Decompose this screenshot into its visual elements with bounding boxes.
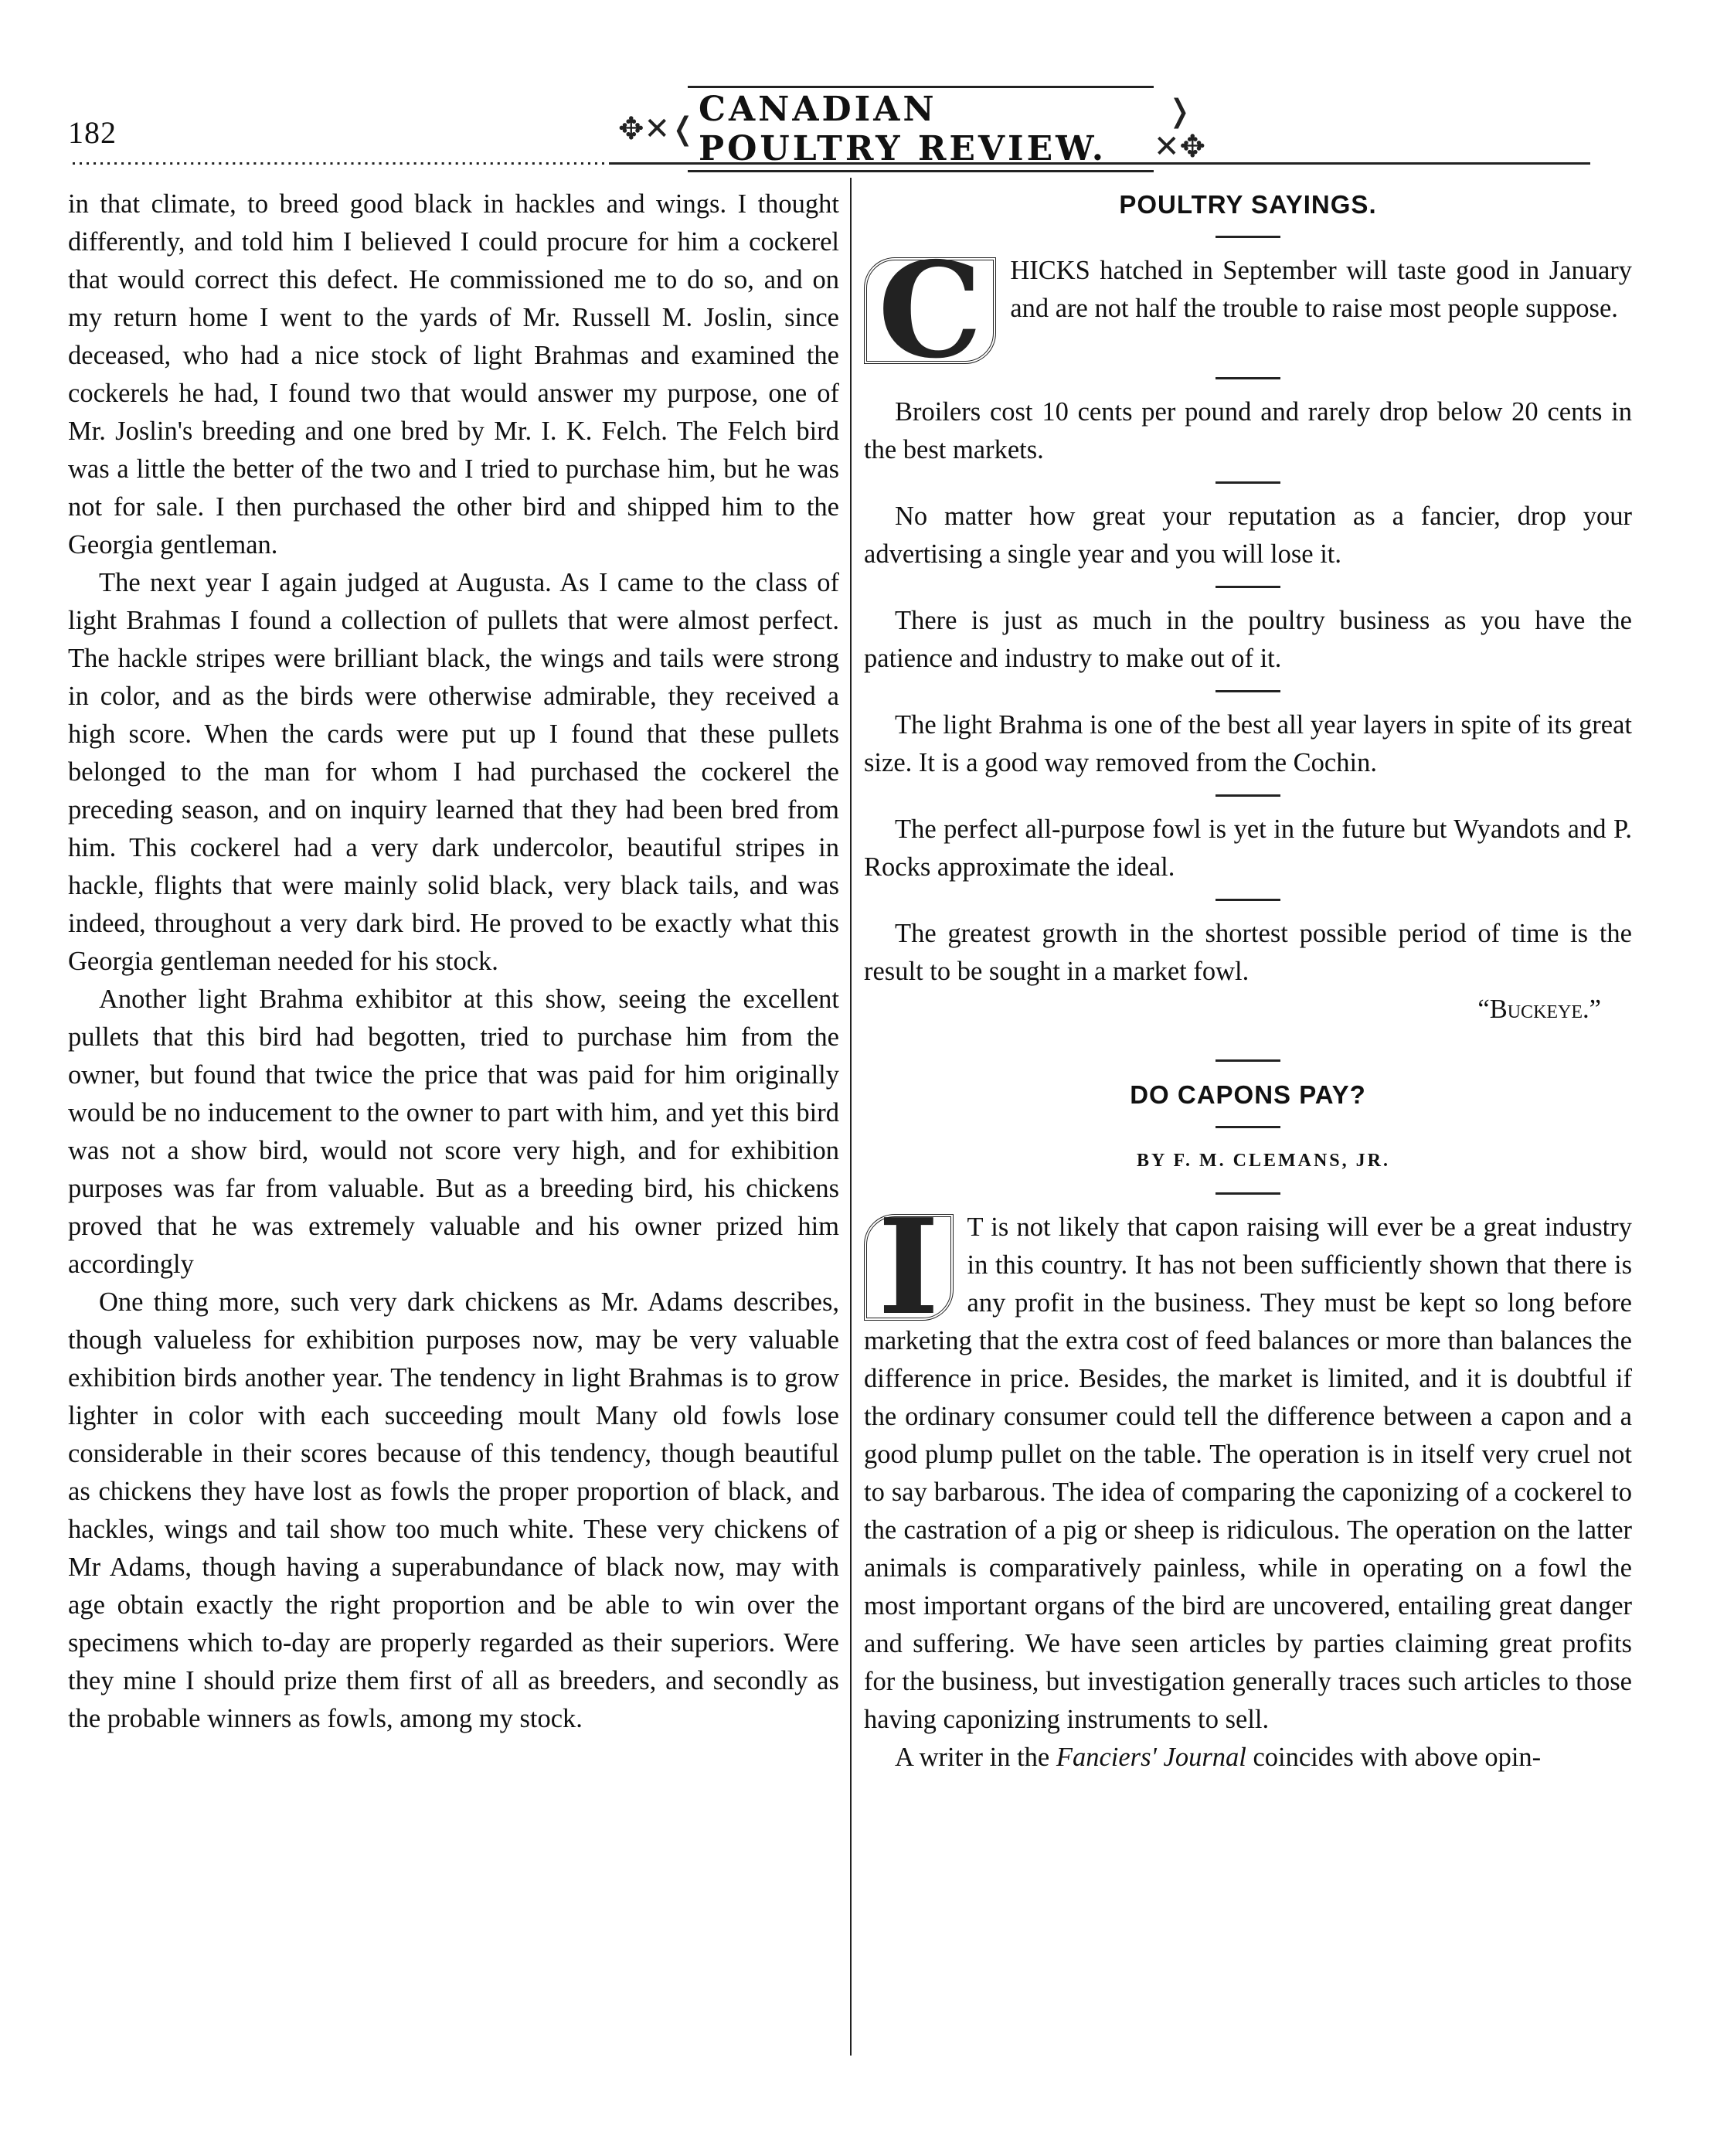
section-rule	[1216, 236, 1280, 238]
dropcap-c: C	[864, 257, 996, 365]
column-divider	[850, 178, 852, 2056]
capons-paragraph-1-text: T is not likely that capon raising will ever be a great industry in this country. It has not been sufficiently shown that there is any profit in the business. They must be kept so long before marketing that the extra cost of feed balances or more than balances the difference in price. Besides, the market is limited, and it is doubtful if the ordinary consumer could tell the difference between a capon and a good plump pullet on the table. The operation is in itself very cruel not to say barbarous. The idea of comparing the caponizing of a cockerel to the castration of a pig or sheep is ridiculous. The operation on the latter animals is comparatively painless, while in operating on a fowl the most important organs of the bird are uncovered, entailing great danger and suffering. We have seen articles by parties claiming great profits for the business, but investigation generally traces such articles to those having caponizing instruments to sell.	[864, 1212, 1632, 1734]
saying-3: No matter how great your reputation as a fancier, drop your advertising a single year and you will lose it.	[864, 502, 1632, 569]
saying-rule	[1216, 899, 1280, 901]
masthead-ornament-right: ❭✕✥	[1153, 94, 1205, 165]
right-column	[864, 185, 1632, 1777]
masthead-ornament-left: ✥✕❬	[618, 111, 696, 147]
left-paragraph-2: The next year I again judged at Augusta. As I came to the class of light Brahmas I found a collection of pullets that were almost perfect. The hackle stripes were brilliant black, the wings and tails were strong in color, and as the birds were otherwise admirable, they received a high score. When the cards were put up I found that these pullets belonged to the man for whom I had purchased the cockerel the preceding season, and on inquiry learned that they had been bred from him. This cockerel had a very dark undercolor, beautiful stripes in hackle, flights that were mainly solid black, very black tails, and was indeed, throughout a very dark bird. He proved to be exactly what this Georgia gentleman needed for his stock.	[68, 568, 839, 976]
signature-buckeye: “Buckeye.”	[1477, 995, 1601, 1024]
saying-rule	[1216, 794, 1280, 797]
masthead	[618, 90, 1205, 168]
article-rule	[1216, 1059, 1280, 1062]
article-rule	[1216, 1126, 1280, 1128]
header-rule-dashes	[68, 162, 609, 165]
capons-heading: DO CAPONS PAY?	[1130, 1080, 1366, 1109]
page-number: 182	[68, 115, 117, 150]
saying-1-text: HICKS hatched in September will taste good in January and are not half the trouble to raise most people suppose.	[1010, 256, 1632, 323]
saying-rule	[1216, 481, 1280, 484]
dropcap-i: I	[864, 1213, 954, 1321]
saying-rule	[1216, 377, 1280, 379]
left-paragraph-3: Another light Brahma exhibitor at this show, seeing the excellent pullets that this bird had begotten, tried to purchase him from the owner, but found that twice the price that was paid for him originally would be no inducement to the owner to part with him, and yet this bird was not a show bird, would not score very high, and for exhibition purposes was far from valuable. But as a breeding bird, his chickens proved that he was extremely valuable and his owner prized him accordingly	[68, 984, 839, 1279]
left-paragraph-4: One thing more, such very dark chickens as Mr. Adams describes, though valueless for exhibition purposes now, may be very valuable exhibition birds another year. The tendency in light Brahmas is to grow lighter in color with each succeeding moult Many old fowls lose considerable in their scores because of this tendency, though beautiful as chickens they have lost as fowls the proper proportion of black, and hackles, wings and tail show too much white. These very chickens of Mr Adams, though having a superabundance of black now, may with age obtain exactly the right proportion and be able to win over the specimens which to-day are properly regarded as their superiors. Were they mine I should prize them first of all as breeders, and secondly as the probable winners as fowls, among my stock.	[68, 1287, 839, 1733]
left-paragraph-1: in that climate, to breed good black in hackles and wings. I thought differently, and told him I believed I could procure for him a cockerel that would correct this defect. He commissioned me to do so, and on my return home I went to the yards of Mr. Russell M. Joslin, since deceased, who had a nice stock of light Brahmas and examined the cockerels he had, I found two that would answer my purpose, one of Mr. Joslin's breeding and one bred by Mr. I. K. Felch. The Felch bird was a little the better of the two and I tried to purchase him, but he was not for sale. I then purchased the other bird and shipped him to the Georgia gentleman.	[68, 189, 839, 559]
capons-byline: BY F. M. CLEMANS, JR.	[1137, 1151, 1390, 1171]
capons-paragraph-2: A writer in the Fanciers' Journal coincides with above opin-	[895, 1743, 1542, 1772]
saying-5: The light Brahma is one of the best all year layers in spite of its great size. It is a good way removed from the Cochin.	[864, 710, 1632, 777]
capons-paragraph-1	[864, 1190, 1632, 1739]
saying-rule	[1216, 690, 1280, 692]
article-rule	[1216, 1192, 1280, 1195]
poultry-sayings-heading: POULTRY SAYINGS.	[1119, 190, 1377, 219]
saying-6: The perfect all-purpose fowl is yet in the future but Wyandots and P. Rocks approximate the ideal.	[864, 814, 1632, 882]
saying-2: Broilers cost 10 cents per pound and rarely drop below 20 cents in the best markets.	[864, 397, 1632, 464]
journal-title: Fanciers' Journal	[1056, 1743, 1246, 1772]
masthead-title: CANADIAN POULTRY REVIEW.	[688, 86, 1154, 172]
saying-4: There is just as much in the poultry business as you have the patience and industry to make out of it.	[864, 606, 1632, 673]
left-column	[68, 185, 839, 1738]
saying-7: The greatest growth in the shortest possible period of time is the result to be sought in a market fowl.	[864, 919, 1632, 986]
saying-1	[864, 233, 1632, 388]
saying-rule	[1216, 586, 1280, 588]
